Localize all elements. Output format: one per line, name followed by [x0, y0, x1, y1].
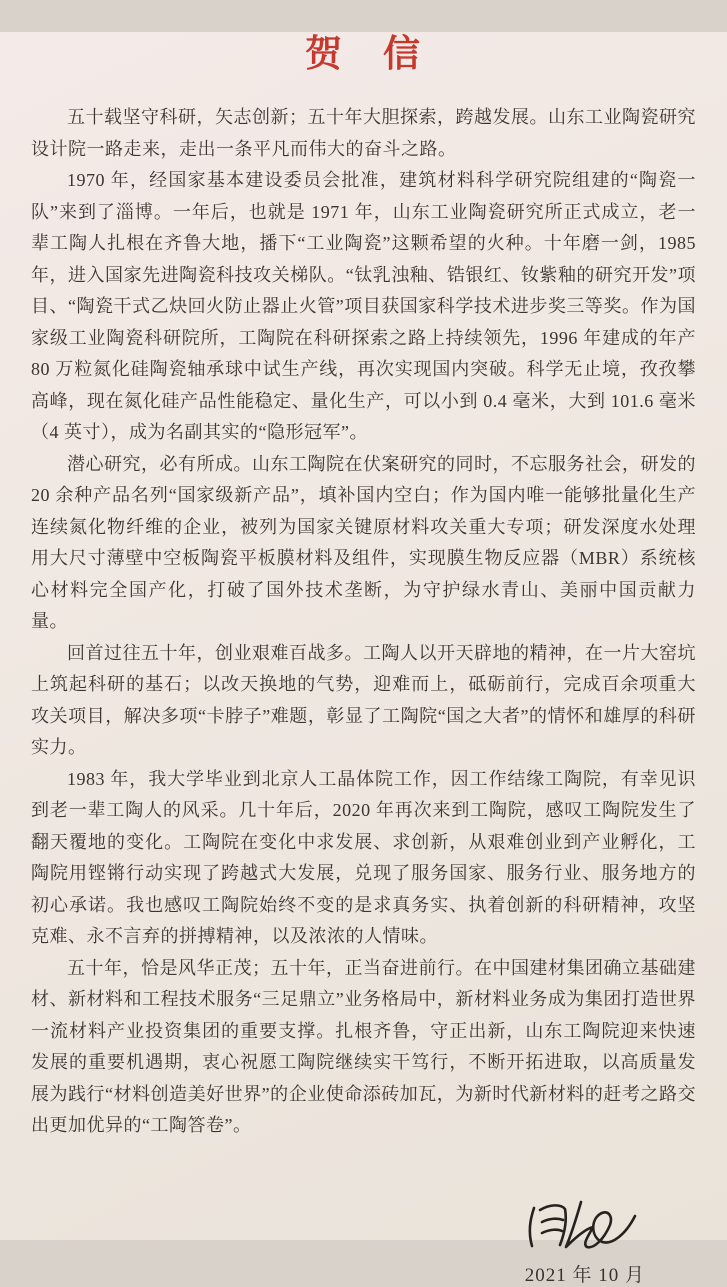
letter-body [0, 102, 727, 1142]
letter-page [0, 32, 727, 1286]
letter-paragraph: 五十载坚守科研，矢志创新；五十年大胆探索，跨越发展。山东工业陶瓷研究设计院一路走来，走出一条平凡而伟大的奋斗之路。 [31, 107, 696, 159]
handwritten-signature-icon [521, 1194, 639, 1258]
letter-paragraph: 1983 年，我大学毕业到北京人工晶体院工作，因工作结缘工陶院，有幸见识到老一辈工陶人的风采。几十年后，2020 年再次来到工陶院，感叹工陶院发生了翻天覆地的变化。工陶院在变化中求发展、求创新，从艰难创业到产业孵化，工陶院用铿锵行动实现了跨越式大发展，兑现了服务国家、服务行业、服务地方的初心承诺。我也感叹工陶院始终不变的是求真务实、执着创新的科研精神，攻坚克难、永不言弃的拼搏精神，以及浓浓的人情味。 [31, 768, 696, 947]
letter-paragraph: 回首过往五十年，创业艰难百战多。工陶人以开天辟地的精神，在一片大窑坑上筑起科研的基石；以改天换地的气势，迎难而上，砥砺前行，完成百余项重大攻关项目，解决多项“卡脖子”难题，彰显了工陶院“国之大者”的情怀和雄厚的科研实力。 [31, 642, 696, 758]
letter-paragraph: 潜心研究，必有所成。山东工陶院在伏案研究的同时，不忘服务社会，研发的 20 余种产品名列“国家级新产品”，填补国内空白；作为国内唯一能够批量化生产连续氮化物纤维的企业，被列为国家关键原材料攻关重大专项；研发深度水处理用大尺寸薄壁中空板陶瓷平板膜材料及组件，实现膜生物反应器（MBR）系统核心材料完全国产化，打破了国外技术垄断，为守护绿水青山、美丽中国贡献力量。 [31, 453, 696, 632]
letter-paragraph: 1970 年，经国家基本建设委员会批准，建筑材料科学研究院组建的“陶瓷一队”来到了淄博。一年后，也就是 1971 年，山东工业陶瓷研究所正式成立，老一辈工陶人扎根在齐鲁大地，播下“工业陶瓷”这颗希望的火种。十年磨一剑，1985 年，进入国家先进陶瓷科技攻关梯队。“钛乳浊釉、锆银红、钕紫釉的研究开发”项目、“陶瓷干式乙炔回火防止器止火管”项目获国家科学技术进步奖三等奖。作为国家级工业陶瓷科研院所，工陶院在科研探索之路上持续领先，1996 年建成的年产 80 万粒氮化硅陶瓷轴承球中试生产线，再次实现国内突破。科学无止境，孜孜攀高峰，现在氮化硅产品性能稳定、量化生产，可以小到 0.4 毫米，大到 101.6 毫米（4 英寸），成为名副其实的“隐形冠军”。 [31, 170, 696, 443]
letter-title: 贺 信 [305, 33, 422, 74]
signature-block [0, 1194, 727, 1258]
letter-date: 2021 年 10 月 [524, 1264, 645, 1286]
letter-paragraph: 五十年，恰是风华正茂；五十年，正当奋进前行。在中国建材集团确立基础建材、新材料和工程技术服务“三足鼎立”业务格局中，新材料业务成为集团打造世界一流材料产业投资集团的重要支撑。扎根齐鲁，守正出新，山东工陶院迎来快速发展的重要机遇期，衷心祝愿工陶院继续实干笃行，不断开拓进取，以高质量发展为践行“材料创造美好世界”的企业使命添砖加瓦，为新时代新材料的赶考之路交出更加优异的“工陶答卷”。 [31, 957, 696, 1136]
